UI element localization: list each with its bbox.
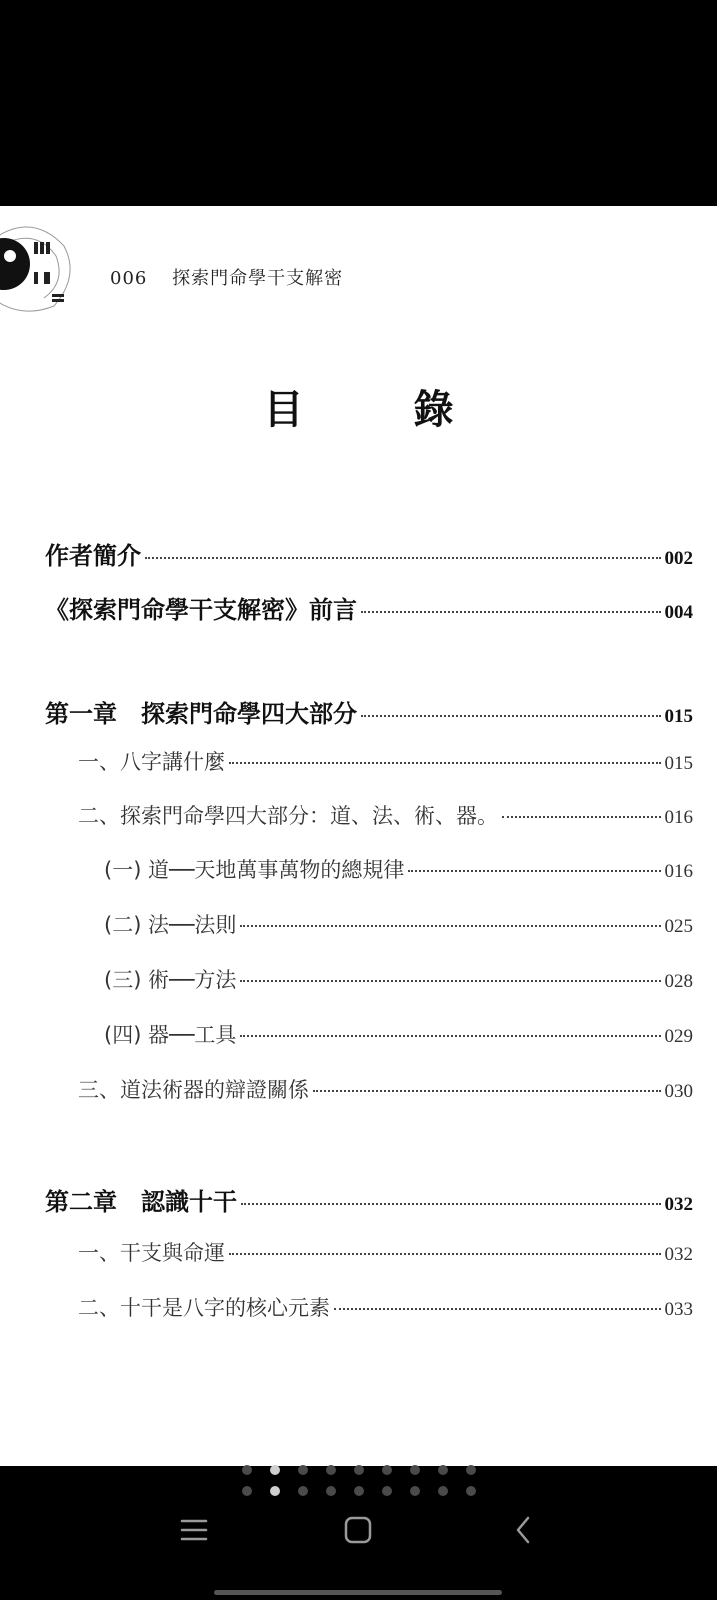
toc-entry-page: 030 xyxy=(664,1081,693,1102)
gesture-bar[interactable] xyxy=(214,1590,502,1595)
page-dot[interactable] xyxy=(438,1465,448,1475)
toc-entry-page: 015 xyxy=(664,753,693,774)
toc-entry-label: (二) 法──法則 xyxy=(104,913,237,937)
dot-leader xyxy=(240,925,660,927)
back-icon[interactable] xyxy=(506,1512,542,1548)
toc-entry-page: 033 xyxy=(664,1299,693,1320)
toc-entry-label: 《探索門命學干支解密》前言 xyxy=(45,595,357,624)
page-dot[interactable] xyxy=(438,1486,448,1496)
dot-leader xyxy=(334,1308,661,1310)
toc-section-entry xyxy=(78,1237,693,1267)
toc-entry-page: 015 xyxy=(664,706,693,727)
page-dot[interactable] xyxy=(410,1486,420,1496)
dot-leader xyxy=(145,557,661,559)
dot-leader xyxy=(229,762,661,764)
toc-chapter-entry xyxy=(45,536,693,571)
toc-section-entry xyxy=(78,1292,693,1322)
dot-leader xyxy=(313,1090,661,1092)
book-title: 探索門命學干支解密 xyxy=(172,268,344,289)
toc-entry-page: 032 xyxy=(664,1244,693,1265)
toc-section-entry xyxy=(78,1074,693,1104)
page-dot[interactable] xyxy=(242,1486,252,1496)
toc-section-entry xyxy=(78,800,693,830)
dot-leader xyxy=(361,715,661,717)
toc-entry-page: 028 xyxy=(664,971,693,992)
toc-entry-label: 第二章 認識十干 xyxy=(45,1187,237,1216)
menu-icon[interactable] xyxy=(176,1512,212,1548)
page-dot[interactable] xyxy=(298,1486,308,1496)
toc-chapter-entry xyxy=(45,590,693,625)
dot-leader xyxy=(241,1203,661,1205)
page-dot[interactable] xyxy=(270,1465,280,1475)
system-navigation-bar xyxy=(0,1500,717,1560)
toc-section-entry xyxy=(78,746,693,776)
toc-entry-page: 004 xyxy=(664,602,693,623)
page-number: 006 xyxy=(110,268,148,289)
toc-entry-label: 二、十干是八字的核心元素 xyxy=(78,1296,330,1320)
page-dot[interactable] xyxy=(382,1486,392,1496)
page-dot[interactable] xyxy=(298,1465,308,1475)
page-dot[interactable] xyxy=(354,1486,364,1496)
dot-leader xyxy=(361,611,661,613)
toc-entry-page: 016 xyxy=(664,861,693,882)
toc-entry-label: 二、探索門命學四大部分：道、法、術、器。 xyxy=(78,804,498,828)
page-indicator-top xyxy=(0,1465,717,1475)
toc-entry-label: (四) 器──工具 xyxy=(104,1023,237,1047)
toc-entry-label: (三) 術──方法 xyxy=(104,968,237,992)
toc-title: 目錄 xyxy=(263,386,564,433)
page-dot[interactable] xyxy=(270,1486,280,1496)
page-dot[interactable] xyxy=(466,1465,476,1475)
page-dot[interactable] xyxy=(466,1486,476,1496)
toc-entry-page: 029 xyxy=(664,1026,693,1047)
bagua-emblem-icon xyxy=(0,206,82,318)
page-dot[interactable] xyxy=(354,1465,364,1475)
toc-entry-label: 一、八字講什麼 xyxy=(78,750,225,774)
toc-entry-page: 025 xyxy=(664,916,693,937)
home-icon[interactable] xyxy=(340,1512,376,1548)
toc-entry-label: 作者簡介 xyxy=(45,541,141,570)
toc-subsection-entry xyxy=(104,854,693,884)
toc-entry-label: 一、干支與命運 xyxy=(78,1241,225,1265)
page-dot[interactable] xyxy=(326,1465,336,1475)
toc-subsection-entry xyxy=(104,1019,693,1049)
page-indicator-bottom xyxy=(0,1486,717,1496)
toc-entry-page: 002 xyxy=(664,548,693,569)
dot-leader xyxy=(240,1035,660,1037)
toc-chapter-entry xyxy=(45,1182,693,1217)
dot-leader xyxy=(502,816,661,818)
toc-subsection-entry xyxy=(104,909,693,939)
toc-entry-page: 016 xyxy=(664,807,693,828)
page-dot[interactable] xyxy=(382,1465,392,1475)
dot-leader xyxy=(229,1253,661,1255)
toc-entry-label: (一) 道──天地萬事萬物的總規律 xyxy=(104,858,405,882)
book-page xyxy=(0,206,717,1466)
toc-chapter-entry xyxy=(45,694,693,729)
toc-entry-label: 第一章 探索門命學四大部分 xyxy=(45,699,357,728)
page-dot[interactable] xyxy=(242,1465,252,1475)
running-header xyxy=(110,264,343,290)
dot-leader xyxy=(240,980,660,982)
dot-leader xyxy=(408,870,660,872)
toc-entry-label: 三、道法術器的辯證關係 xyxy=(78,1078,309,1102)
page-dot[interactable] xyxy=(410,1465,420,1475)
page-dot[interactable] xyxy=(326,1486,336,1496)
toc-subsection-entry xyxy=(104,964,693,994)
toc-entry-page: 032 xyxy=(664,1194,693,1215)
